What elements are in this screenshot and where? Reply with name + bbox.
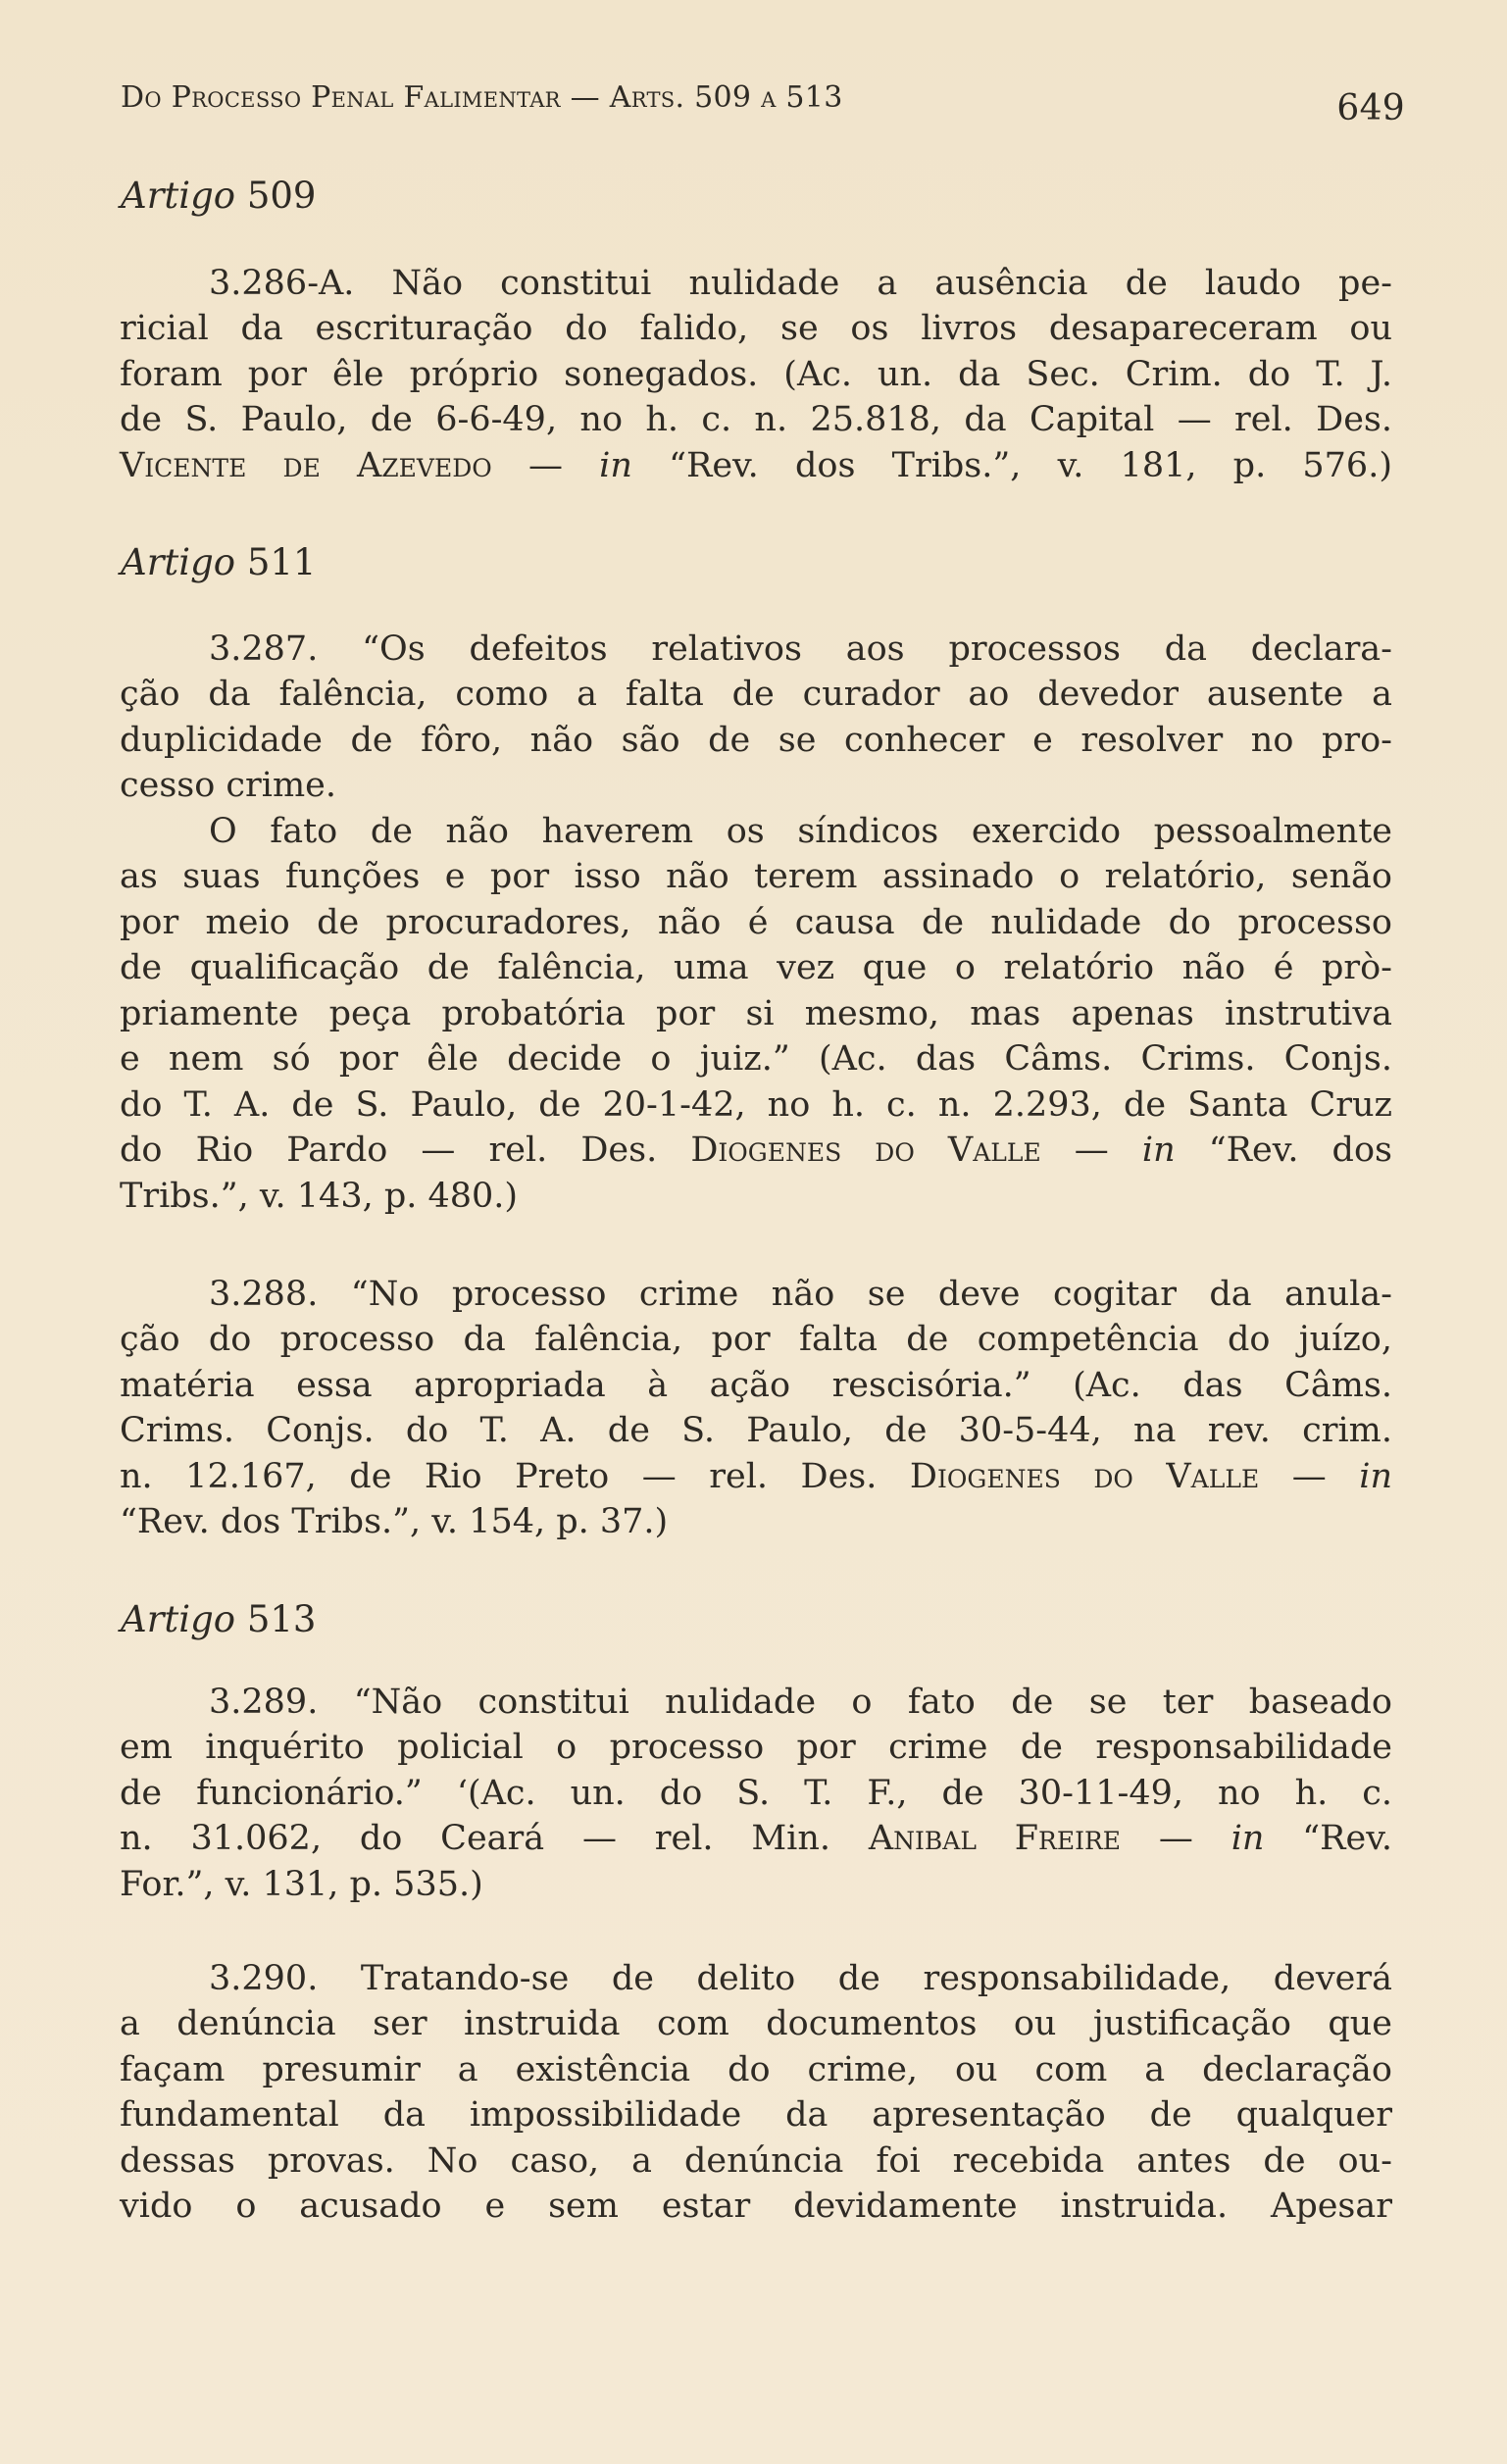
judge-name: Vicente de Azevedo <box>120 446 492 485</box>
text-line: 3.289. “Não constitui nulidade o fato de se ter baseado <box>209 1683 1392 1722</box>
citation-pre: do Rio Pardo — rel. Des. <box>120 1131 691 1170</box>
dash: — <box>491 446 600 485</box>
article-heading-label: Artigo <box>121 1598 236 1640</box>
judge-name: Anibal Freire <box>868 1819 1122 1858</box>
text-line: O fato de não haverem os síndicos exercido pessoalmente <box>209 812 1392 851</box>
text-line: foram por êle próprio sonegados. (Ac. un. da Sec. Crim. do T. J. <box>120 355 1392 394</box>
text-line: dessas provas. No caso, a denúncia foi recebida antes de ou- <box>120 2141 1392 2181</box>
text-line: ção da falência, como a falta de curador ao devedor ausente a <box>120 675 1392 714</box>
text-line: as suas funções e por isso não terem assinado o relatório, senão <box>120 857 1392 896</box>
text-line: 3.286-A. Não constitui nulidade a ausência de laudo pe- <box>209 264 1392 303</box>
article-heading-label: Artigo <box>121 541 236 583</box>
judge-name: Diogenes do Valle <box>909 1457 1260 1496</box>
text-line: cesso crime. <box>120 766 336 805</box>
text-line: duplicidade de fôro, não são de se conhecer e resolver no pro- <box>120 721 1392 760</box>
in-word: in <box>1359 1457 1392 1496</box>
text-line <box>120 443 1392 488</box>
dash: — <box>1121 1819 1231 1858</box>
text-line: priamente peça probatória por si mesmo, mas apenas instrutiva <box>120 994 1392 1033</box>
text-line: For.”, v. 131, p. 535.) <box>120 1865 483 1904</box>
text-line: 3.290. Tratando-se de delito de responsabilidade, deverá <box>209 1959 1392 1998</box>
text-line: matéria essa apropriada à ação rescisória.” (Ac. das Câms. <box>120 1366 1392 1405</box>
text-line: e nem só por êle decide o juiz.” (Ac. das Câms. Crims. Conjs. <box>120 1039 1392 1079</box>
text-line <box>120 1454 1392 1499</box>
in-word: in <box>1141 1131 1176 1170</box>
citation-pre: n. 31.062, do Ceará — rel. Min. <box>120 1819 869 1858</box>
citation-pre: n. 12.167, de Rio Preto — rel. Des. <box>120 1457 910 1496</box>
article-heading-513 <box>121 1598 316 1640</box>
text-line: 3.287. “Os defeitos relativos aos processos da declara- <box>209 629 1392 669</box>
dash: — <box>1259 1457 1360 1496</box>
text-line <box>120 1816 1392 1861</box>
text-line: de funcionário.” ‘(Ac. un. do S. T. F., de 30-11-49, no h. c. <box>120 1774 1392 1813</box>
text-line: do T. A. de S. Paulo, de 20-1-42, no h. c. n. 2.293, de Santa Cruz <box>120 1085 1392 1125</box>
article-heading-number: 511 <box>246 541 317 583</box>
text-line: Tribs.”, v. 143, p. 480.) <box>120 1177 519 1216</box>
article-heading-511 <box>121 541 316 583</box>
text-line: 3.288. “No processo crime não se deve cogitar da anula- <box>209 1275 1392 1314</box>
text-line: “Rev. dos Tribs.”, v. 154, p. 37.) <box>120 1502 669 1541</box>
dash: — <box>1040 1131 1142 1170</box>
article-heading-509 <box>121 175 316 217</box>
running-head-title: Do Processo Penal Falimentar — Arts. 509 a 513 <box>121 80 843 115</box>
text-line <box>120 1128 1392 1173</box>
article-heading-label: Artigo <box>121 175 236 217</box>
text-line: Crims. Conjs. do T. A. de S. Paulo, de 30-5-44, na rev. crim. <box>120 1411 1392 1450</box>
text-line: por meio de procuradores, não é causa de nulidade do processo <box>120 903 1392 942</box>
text-line: de qualificação de falência, uma vez que o relatório não é prò- <box>120 948 1392 987</box>
text-line: ção do processo da falência, por falta de competência do juízo, <box>120 1320 1392 1359</box>
running-head <box>121 80 1405 129</box>
text-line: a denúncia ser instruida com documentos ou justificação que <box>120 2004 1392 2043</box>
judge-name: Diogenes do Valle <box>690 1131 1041 1170</box>
text-line: fundamental da impossibilidade da apresentação de qualquer <box>120 2095 1392 2135</box>
text-line: façam presumir a existência do crime, ou com a declaração <box>120 2050 1392 2089</box>
in-word: in <box>599 446 632 485</box>
citation-rest: “Rev. dos Tribs.”, v. 181, p. 576.) <box>631 446 1392 485</box>
citation-rest: “Rev. <box>1264 1819 1392 1858</box>
article-heading-number: 509 <box>246 175 317 217</box>
text-line: em inquérito policial o processo por crime de responsabilidade <box>120 1728 1392 1767</box>
in-word: in <box>1231 1819 1265 1858</box>
text-line: vido o acusado e sem estar devidamente instruida. Apesar <box>120 2187 1392 2226</box>
citation-rest: “Rev. dos <box>1175 1131 1392 1170</box>
article-heading-number: 513 <box>246 1598 317 1640</box>
text-line: ricial da escrituração do falido, se os livros desapareceram ou <box>120 309 1392 348</box>
text-line: de S. Paulo, de 6-6-49, no h. c. n. 25.818, da Capital — rel. Des. <box>120 400 1392 439</box>
page-number: 649 <box>1336 88 1405 128</box>
